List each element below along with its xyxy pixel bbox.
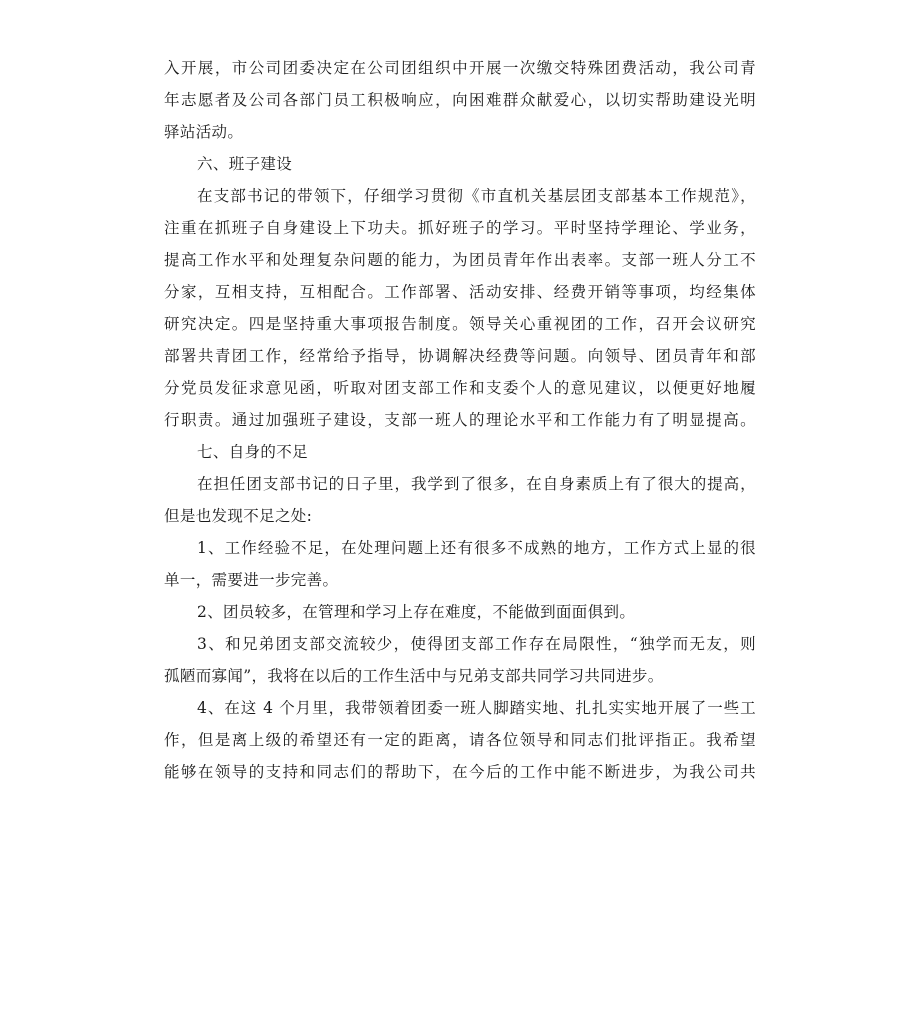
text-line: 入开展，市公司团委决定在公司团组织中开展一次缴交特殊团费活动，我公司青	[164, 59, 756, 77]
text-line: 行职责。通过加强班子建设，支部一班人的理论水平和工作能力有了明显提高。	[164, 411, 756, 429]
text-line: 在支部书记的带领下，仔细学习贯彻《市直机关基层团支部基本工作规范》，	[197, 187, 756, 205]
text-line: 单一，需要进一步完善。	[164, 571, 339, 589]
text-line: 1、工作经验不足，在处理问题上还有很多不成熟的地方，工作方式上显的很	[197, 539, 756, 557]
text-line: 分党员发征求意见函，听取对团支部工作和支委个人的意见建议，以便更好地履	[164, 379, 756, 397]
text-line: 驿站活动。	[164, 123, 244, 141]
text-line: 提高工作水平和处理复杂问题的能力，为团员青年作出表率。支部一班人分工不	[164, 251, 756, 269]
text-line: 七、自身的不足	[197, 443, 308, 461]
text-line: 孤陋而寡闻”，我将在以后的工作生活中与兄弟支部共同学习共同进步。	[164, 667, 664, 685]
text-line: 在担任团支部书记的日子里，我学到了很多，在自身素质上有了很大的提高，	[197, 475, 756, 493]
text-line: 作，但是离上级的希望还有一定的距离，请各位领导和同志们批评指正。我希望	[164, 731, 756, 749]
text-line: 研究决定。四是坚持重大事项报告制度。领导关心重视团的工作，召开会议研究	[164, 315, 756, 333]
text-line: 但是也发现不足之处:	[164, 507, 313, 525]
text-line: 注重在抓班子自身建设上下功夫。抓好班子的学习。平时坚持学理论、学业务，	[164, 219, 756, 237]
text-line: 分家，互相支持，互相配合。工作部署、活动安排、经费开销等事项，均经集体	[164, 283, 756, 301]
text-line: 3、和兄弟团支部交流较少，使得团支部工作存在局限性，“独学而无友，则	[197, 635, 756, 653]
text-line: 4、在这 4 个月里，我带领着团委一班人脚踏实地、扎扎实实地开展了一些工	[197, 699, 756, 717]
text-line: 能够在领导的支持和同志们的帮助下，在今后的工作中能不断进步，为我公司共	[164, 763, 756, 781]
text-line: 年志愿者及公司各部门员工积极响应，向困难群众献爱心，以切实帮助建设光明	[164, 91, 756, 109]
text-line: 六、班子建设	[197, 155, 293, 173]
text-line: 2、团员较多，在管理和学习上存在难度，不能做到面面俱到。	[197, 603, 636, 621]
text-line: 部署共青团工作，经常给予指导，协调解决经费等问题。向领导、团员青年和部	[164, 347, 756, 365]
document-body	[164, 52, 756, 788]
